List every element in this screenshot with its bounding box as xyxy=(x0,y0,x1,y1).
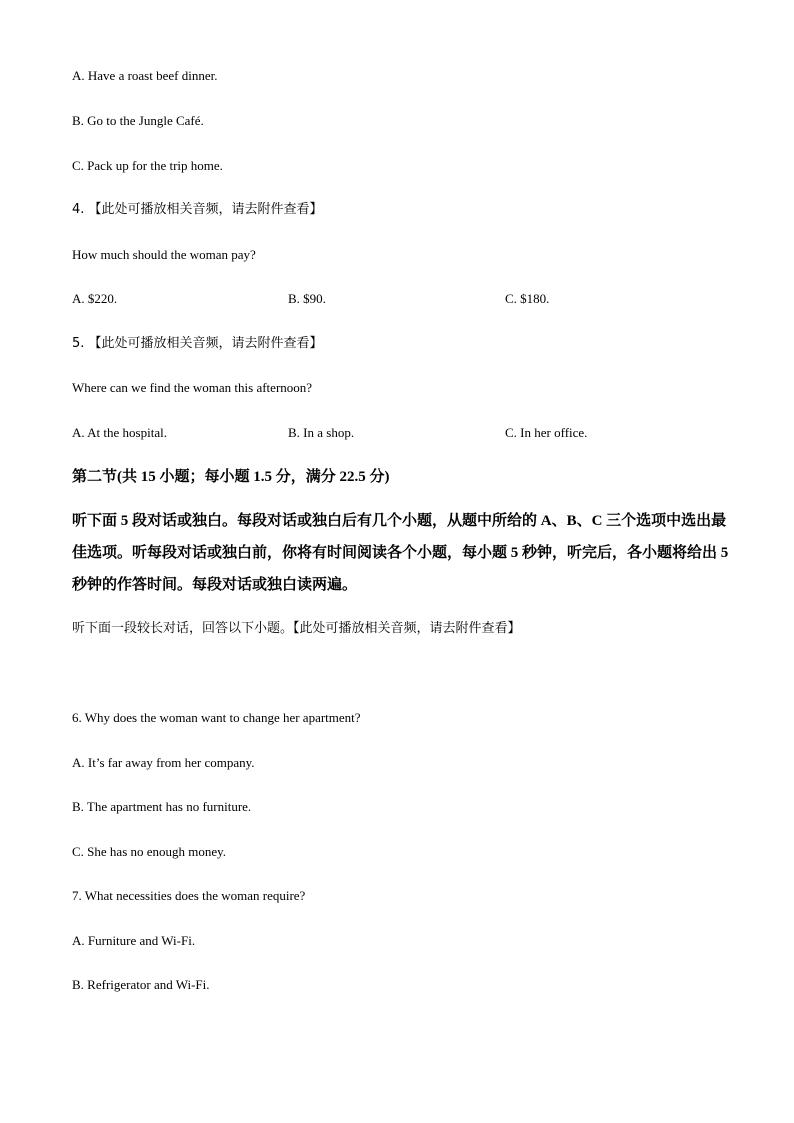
q3-option-c: C. Pack up for the trip home. xyxy=(72,158,223,173)
q5-audio-note[interactable]: 5. 【此处可播放相关音频，请去附件查看】 xyxy=(72,336,323,351)
q4-option-c: C. $180. xyxy=(505,291,550,306)
q4-audio-note[interactable]: 4. 【此处可播放相关音频，请去附件查看】 xyxy=(72,202,323,217)
q6-option-b: B. The apartment has no furniture. xyxy=(72,799,252,814)
q3-option-a: A. Have a roast beef dinner. xyxy=(72,68,218,83)
section-heading: 第二节(共 15 小题；每小题 1.5 分，满分 22.5 分) xyxy=(72,469,390,485)
q5-option-c: C. In her office. xyxy=(505,425,588,440)
q6-option-a: A. It’s far away from her company. xyxy=(72,755,255,770)
q5-option-b: B. In a shop. xyxy=(288,425,355,440)
q4-option-b: B. $90. xyxy=(288,291,326,306)
q7-question: 7. What necessities does the woman require? xyxy=(72,888,306,903)
section-instructions: 听下面 5 段对话或独白。每段对话或独白后有几个小题，从题中所给的 A、B、C 三个选项中选出最佳选项。听每段对话或独白前，你将有时间阅读各个小题，每小题 5 秒钟，听完后，各小题将给出 5 秒钟的作答时间。每段对话或独白读两遍。 xyxy=(72,513,729,593)
q4-option-a: A. $220. xyxy=(72,291,118,306)
q6-option-c: C. She has no enough money. xyxy=(72,844,227,859)
q7-option-b: B. Refrigerator and Wi-Fi. xyxy=(72,977,210,992)
q7-option-a: A. Furniture and Wi-Fi. xyxy=(72,933,196,948)
q5-option-a: A. At the hospital. xyxy=(72,425,167,440)
q3-option-b: B. Go to the Jungle Café. xyxy=(72,113,204,128)
q6-question: 6. Why does the woman want to change her apartment? xyxy=(72,710,361,725)
q4-question: How much should the woman pay? xyxy=(72,247,256,262)
dialog-audio-note[interactable]: 听下面一段较长对话，回答以下小题。【此处可播放相关音频，请去附件查看】 xyxy=(72,621,521,636)
q5-question: Where can we find the woman this afternoon? xyxy=(72,380,313,395)
